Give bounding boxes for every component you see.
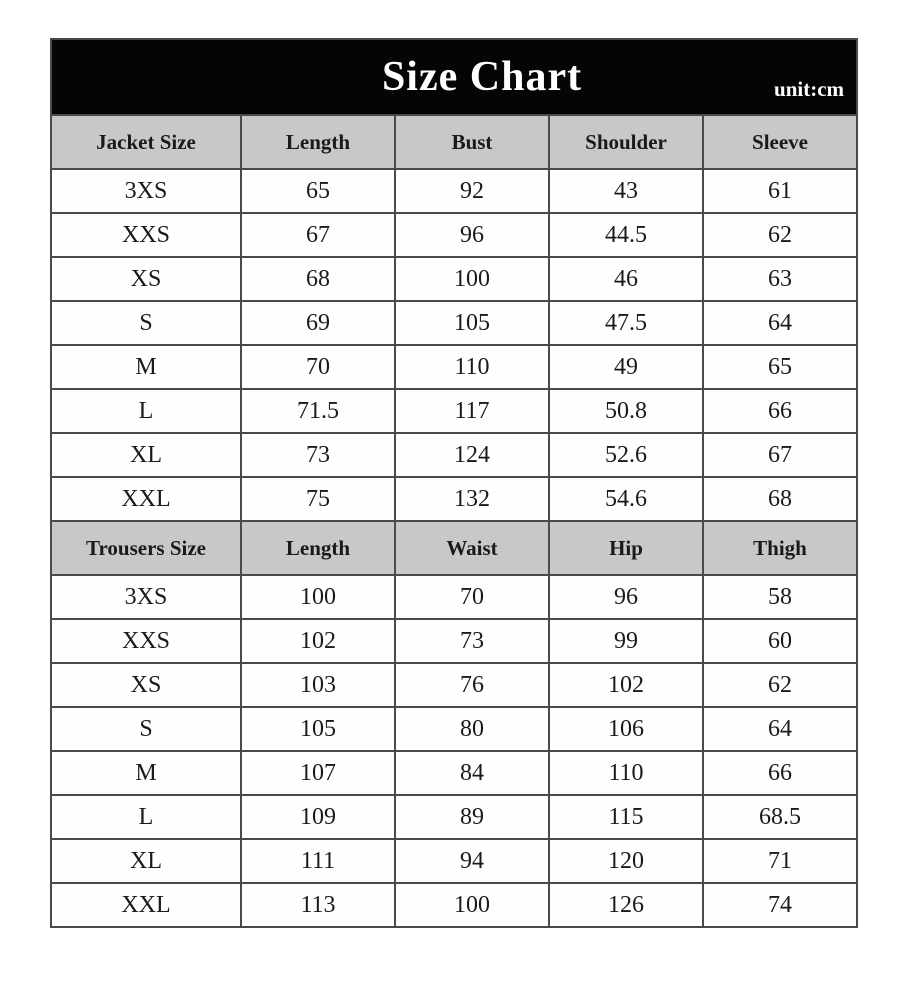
column-header-row	[51, 115, 857, 169]
measurement-cell: 89	[395, 795, 549, 839]
measurement-cell: 96	[395, 213, 549, 257]
measurement-cell: 68	[241, 257, 395, 301]
column-header: Shoulder	[549, 115, 703, 169]
measurement-cell: 124	[395, 433, 549, 477]
measurement-cell: 62	[703, 663, 857, 707]
table-row	[51, 301, 857, 345]
table-row	[51, 795, 857, 839]
measurement-cell: 84	[395, 751, 549, 795]
measurement-cell: 44.5	[549, 213, 703, 257]
measurement-cell: 49	[549, 345, 703, 389]
measurement-cell: 75	[241, 477, 395, 521]
measurement-cell: 71.5	[241, 389, 395, 433]
size-cell: S	[51, 301, 241, 345]
size-cell: 3XS	[51, 169, 241, 213]
measurement-cell: 117	[395, 389, 549, 433]
measurement-cell: 126	[549, 883, 703, 927]
measurement-cell: 66	[703, 389, 857, 433]
table-row	[51, 575, 857, 619]
table-row	[51, 839, 857, 883]
column-header: Bust	[395, 115, 549, 169]
measurement-cell: 67	[703, 433, 857, 477]
measurement-cell: 68.5	[703, 795, 857, 839]
title-bar	[51, 39, 857, 115]
column-header: Length	[241, 115, 395, 169]
size-cell: XXS	[51, 213, 241, 257]
measurement-cell: 105	[241, 707, 395, 751]
size-cell: XXS	[51, 619, 241, 663]
size-cell: XXL	[51, 477, 241, 521]
table-row	[51, 619, 857, 663]
jacket-size-section	[51, 115, 857, 521]
table-row	[51, 883, 857, 927]
measurement-cell: 66	[703, 751, 857, 795]
measurement-cell: 96	[549, 575, 703, 619]
size-cell: XL	[51, 839, 241, 883]
measurement-cell: 111	[241, 839, 395, 883]
table-row	[51, 389, 857, 433]
measurement-cell: 113	[241, 883, 395, 927]
table-row	[51, 477, 857, 521]
measurement-cell: 102	[241, 619, 395, 663]
size-cell: M	[51, 345, 241, 389]
measurement-cell: 69	[241, 301, 395, 345]
column-header: Waist	[395, 521, 549, 575]
table-row	[51, 707, 857, 751]
measurement-cell: 67	[241, 213, 395, 257]
table-row	[51, 213, 857, 257]
measurement-cell: 106	[549, 707, 703, 751]
measurement-cell: 115	[549, 795, 703, 839]
measurement-cell: 120	[549, 839, 703, 883]
title-section	[51, 39, 857, 115]
table-row	[51, 751, 857, 795]
measurement-cell: 64	[703, 301, 857, 345]
table-row	[51, 345, 857, 389]
measurement-cell: 50.8	[549, 389, 703, 433]
measurement-cell: 52.6	[549, 433, 703, 477]
measurement-cell: 65	[241, 169, 395, 213]
measurement-cell: 73	[395, 619, 549, 663]
size-cell: XS	[51, 257, 241, 301]
measurement-cell: 100	[241, 575, 395, 619]
measurement-cell: 103	[241, 663, 395, 707]
measurement-cell: 71	[703, 839, 857, 883]
size-cell: XXL	[51, 883, 241, 927]
measurement-cell: 110	[549, 751, 703, 795]
measurement-cell: 80	[395, 707, 549, 751]
size-cell: 3XS	[51, 575, 241, 619]
size-cell: L	[51, 795, 241, 839]
measurement-cell: 54.6	[549, 477, 703, 521]
table-row	[51, 257, 857, 301]
size-cell: S	[51, 707, 241, 751]
column-header: Jacket Size	[51, 115, 241, 169]
chart-title: Size Chart	[381, 54, 583, 100]
title-bar-row	[51, 39, 857, 115]
measurement-cell: 94	[395, 839, 549, 883]
table-row	[51, 433, 857, 477]
measurement-cell: 63	[703, 257, 857, 301]
column-header-row	[51, 521, 857, 575]
measurement-cell: 64	[703, 707, 857, 751]
column-header: Sleeve	[703, 115, 857, 169]
measurement-cell: 74	[703, 883, 857, 927]
trousers-size-section	[51, 521, 857, 927]
measurement-cell: 109	[241, 795, 395, 839]
measurement-cell: 68	[703, 477, 857, 521]
size-cell: XS	[51, 663, 241, 707]
measurement-cell: 60	[703, 619, 857, 663]
table-row	[51, 663, 857, 707]
measurement-cell: 65	[703, 345, 857, 389]
measurement-cell: 100	[395, 257, 549, 301]
table-row	[51, 169, 857, 213]
measurement-cell: 47.5	[549, 301, 703, 345]
column-header: Length	[241, 521, 395, 575]
measurement-cell: 62	[703, 213, 857, 257]
column-header: Thigh	[703, 521, 857, 575]
measurement-cell: 102	[549, 663, 703, 707]
measurement-cell: 100	[395, 883, 549, 927]
measurement-cell: 132	[395, 477, 549, 521]
size-cell: M	[51, 751, 241, 795]
measurement-cell: 70	[395, 575, 549, 619]
measurement-cell: 107	[241, 751, 395, 795]
measurement-cell: 43	[549, 169, 703, 213]
measurement-cell: 92	[395, 169, 549, 213]
measurement-cell: 46	[549, 257, 703, 301]
measurement-cell: 73	[241, 433, 395, 477]
measurement-cell: 70	[241, 345, 395, 389]
column-header: Hip	[549, 521, 703, 575]
measurement-cell: 110	[395, 345, 549, 389]
unit-label: unit:cm	[774, 77, 845, 101]
measurement-cell: 76	[395, 663, 549, 707]
measurement-cell: 99	[549, 619, 703, 663]
size-cell: XL	[51, 433, 241, 477]
column-header: Trousers Size	[51, 521, 241, 575]
size-chart-table	[50, 38, 858, 928]
measurement-cell: 58	[703, 575, 857, 619]
measurement-cell: 61	[703, 169, 857, 213]
size-cell: L	[51, 389, 241, 433]
measurement-cell: 105	[395, 301, 549, 345]
